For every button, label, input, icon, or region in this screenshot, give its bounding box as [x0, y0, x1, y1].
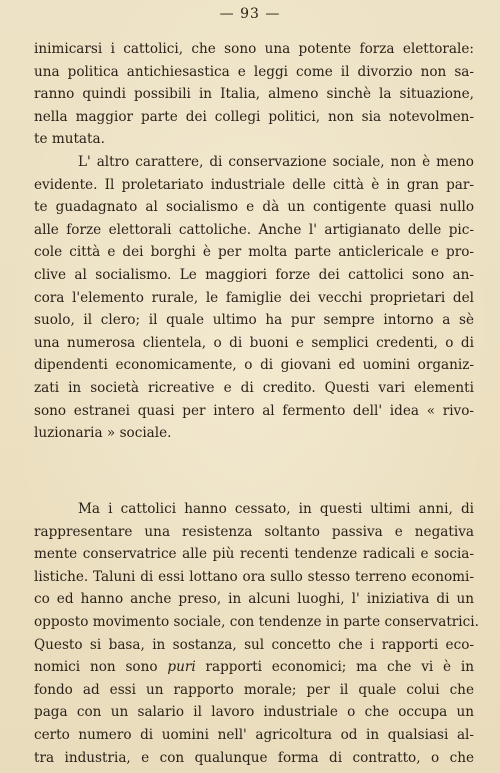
text-line: sono estranei quasi per intero al fermento dell' idea « rivo-	[34, 402, 474, 419]
text-line: una politica antichiesastica e leggi come il divorzio non sa-	[34, 63, 474, 80]
paragraph-2	[34, 151, 474, 445]
text-line: nella maggior parte dei collegi politici, non sia notevolmen-	[34, 108, 474, 125]
paragraph-1	[34, 38, 474, 151]
text-line: inimicarsi i cattolici, che sono una potente forza elettorale:	[34, 41, 474, 57]
text-line-with-emphasis	[34, 656, 474, 679]
paragraph-3	[34, 498, 479, 769]
text-line: luzionaria » sociale.	[34, 425, 172, 442]
emphasized-word: puri	[167, 659, 196, 676]
text-line: clive al socialismo. Le maggiori forze dei cattolici sono an-	[34, 266, 474, 283]
page-number: — 93 —	[219, 6, 281, 22]
text-line: evidente. Il proletariato industriale delle città è in gran par-	[34, 176, 474, 193]
text-line: co ed hanno anche preso, in alcuni luoghi, l' iniziativa di un	[34, 591, 474, 608]
text-line: mente conservatrice alle più recenti tendenze radicali e socia-	[34, 546, 474, 563]
text-line: te mutata.	[34, 131, 105, 148]
text-segment: rapporti economici; ma che vi è in	[205, 659, 474, 676]
text-line: fondo ad essi un rapporto morale; per il quale colui che	[34, 681, 474, 698]
text-line: te guadagnato al socialismo e dà un contigente quasi nullo	[34, 199, 474, 216]
text-line: paga con un salario il lavoro industriale o che occupa un	[34, 704, 474, 721]
text-line: L' altro carattere, di conservazione sociale, non è meno	[78, 154, 474, 170]
text-line: ranno quindi possibili in Italia, almeno sinchè la situazione,	[34, 86, 474, 103]
text-line: listiche. Taluni di essi lottano ora sullo stesso terreno economi-	[34, 568, 474, 585]
text-line: certo numero di uomini nell' agricoltura od in qualsiasi al-	[34, 726, 474, 743]
text-line: dipendenti economicamente, o di giovani ed uomini organiz-	[34, 357, 474, 374]
text-segment: nomici non sono	[34, 659, 158, 676]
text-line: zati in società ricreative e di credito. Questi vari elementi	[34, 379, 474, 396]
text-line: alle forze elettorali cattoliche. Anche l' artigianato delle pic-	[34, 221, 474, 238]
text-line: tra industria, e con qualunque forma di contratto, o che	[34, 749, 474, 766]
text-line: cora l'elemento rurale, le famiglie dei vecchi proprietari del	[34, 289, 474, 306]
text-line: una numerosa clientela, o di buoni e semplici credenti, o di	[34, 334, 474, 351]
text-line: Ma i cattolici hanno cessato, in questi ultimi anni, di	[78, 501, 474, 517]
text-line: suolo, il clero; il quale ultimo ha pur sempre intorno a sè	[34, 312, 474, 329]
text-line: Questo si basa, in sostanza, sul concetto che i rapporti eco-	[34, 636, 474, 653]
text-line: cole città e dei borghi è per molta parte anticlericale e pro-	[34, 244, 474, 261]
text-line: rappresentare una resistenza soltanto passiva e negativa	[34, 523, 474, 540]
text-line: opposto movimento sociale, con tendenze in parte conservatrici.	[34, 613, 479, 630]
